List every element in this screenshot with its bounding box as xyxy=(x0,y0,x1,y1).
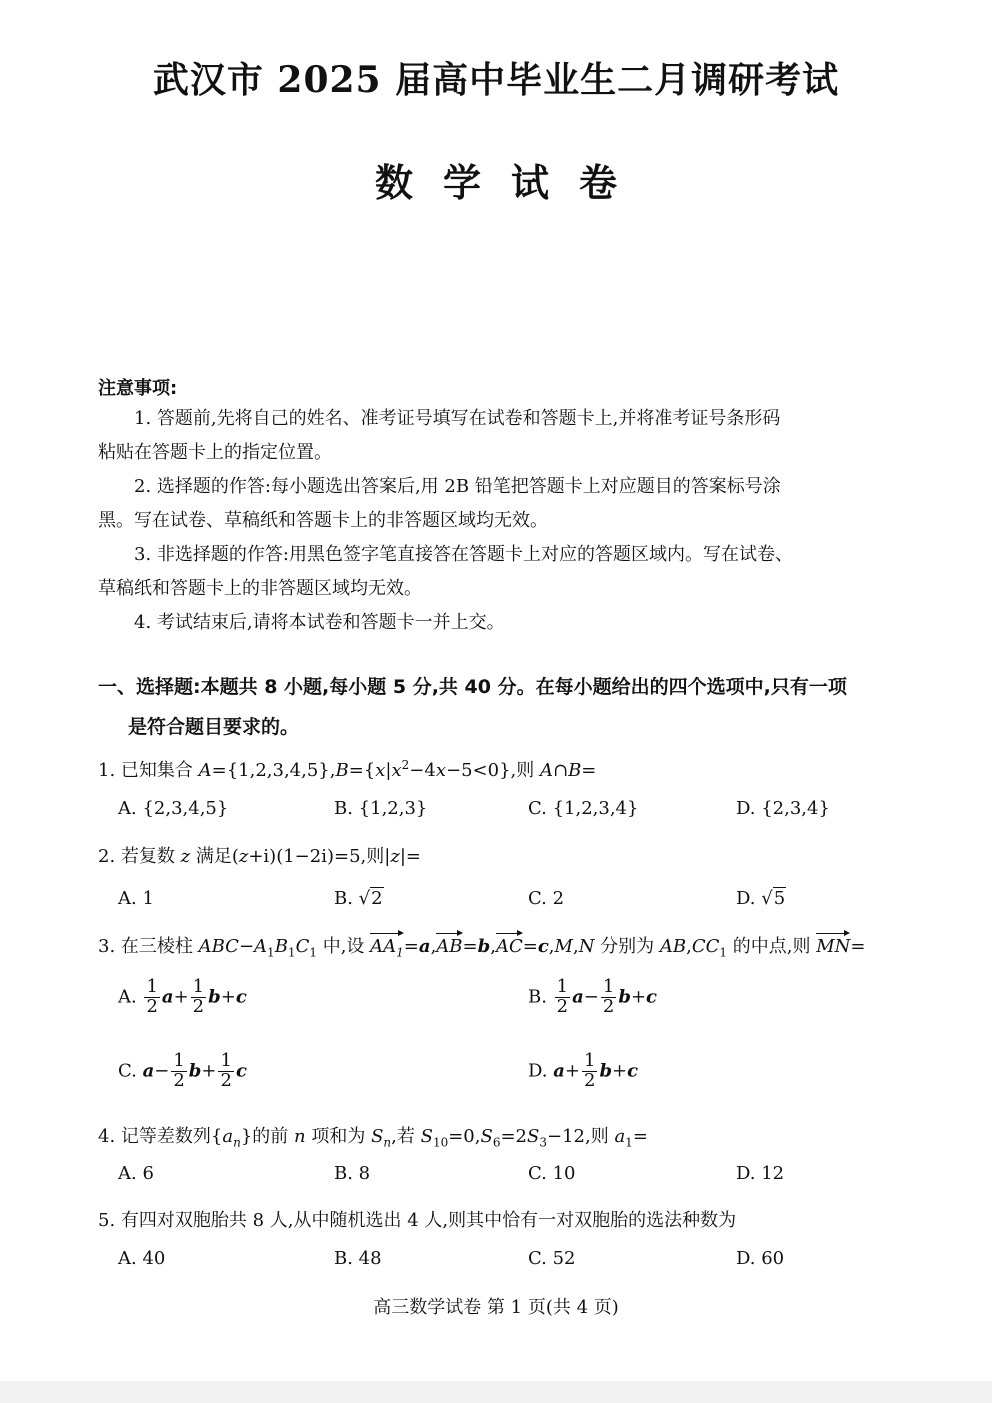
question-3-option-c: C. a− $\frac{1}{2}$ b+ $\frac{1}{2}$ c xyxy=(118,1050,247,1091)
section-heading-line-1: 一、选择题:本题共 8 小题,每小题 5 分,共 40 分。在每小题给出的四个选项中,只有一项 xyxy=(98,676,847,698)
notice-line-2: 粘贴在答题卡上的指定位置。 xyxy=(98,442,332,463)
page-bottom-edge xyxy=(0,1381,992,1403)
notice-line-7: 4. 考试结束后,请将本试卷和答题卡一并上交。 xyxy=(134,612,505,633)
question-4-option-b: B. 8 xyxy=(334,1163,371,1184)
page-footer: 高三数学试卷 第 1 页(共 4 页) xyxy=(373,1297,619,1318)
question-5-stem: 5. 有四对双胞胎共 8 人,从中随机选出 4 人,则其中恰有一对双胞胎的选法种数为 xyxy=(98,1210,737,1231)
notice-line-4: 黑。写在试卷、草稿纸和答题卡上的非答题区域均无效。 xyxy=(98,510,548,531)
question-4-stem: 4. 记等差数列$\{a_n\}$的前 n 项和为 $S_n$,若 $S_{10}=0,S_6=2S_3-12$,则 $a_1=$ xyxy=(98,1126,648,1150)
question-1-option-b: B. {1,2,3} xyxy=(334,798,428,819)
notice-line-1: 1. 答题前,先将自己的姓名、准考证号填写在试卷和答题卡上,并将准考证号条形码 xyxy=(134,408,781,429)
question-5-option-b: B. 48 xyxy=(334,1248,382,1269)
question-2-stem: 2. 若复数 z 满足(z+i)(1−2i)=5,则|z|= xyxy=(98,846,421,867)
question-1-option-c: C. {1,2,3,4} xyxy=(528,798,639,819)
question-3-option-d: D. a+ $\frac{1}{2}$ b+c xyxy=(528,1050,639,1091)
notice-line-3: 2. 选择题的作答:每小题选出答案后,用 2B 铅笔把答题卡上对应题目的答案标号涂 xyxy=(134,476,781,497)
notice-line-6: 草稿纸和答题卡上的非答题区域均无效。 xyxy=(98,578,422,599)
question-2-option-a: A. 1 xyxy=(118,888,154,909)
exam-title: 武汉市 2025 届高中毕业生二月调研考试 xyxy=(152,59,840,101)
question-2-option-b: B. √2 xyxy=(334,888,383,909)
question-5-option-d: D. 60 xyxy=(736,1248,785,1269)
question-4-option-c: C. 10 xyxy=(528,1163,576,1184)
question-3-option-a: A. $\frac{1}{2}$ a+ $\frac{1}{2}$ b+c xyxy=(118,976,247,1017)
question-5-option-c: C. 52 xyxy=(528,1248,576,1269)
question-1-option-d: D. {2,3,4} xyxy=(736,798,830,819)
notice-heading: 注意事项: xyxy=(98,378,178,399)
notice-line-5: 3. 非选择题的作答:用黑色签字笔直接答在答题卡上对应的答题区域内。写在试卷、 xyxy=(134,544,793,565)
exam-subject-title: 数学试卷 xyxy=(374,160,647,205)
question-3-option-b: B. $\frac{1}{2}$ a− $\frac{1}{2}$ b+c xyxy=(528,976,657,1017)
question-1-option-a: A. {2,3,4,5} xyxy=(118,798,229,819)
question-4-option-a: A. 6 xyxy=(118,1163,154,1184)
question-4-option-d: D. 12 xyxy=(736,1163,785,1184)
question-2-option-d: D. √5 xyxy=(736,888,786,909)
question-2-option-c: C. 2 xyxy=(528,888,565,909)
section-heading-line-2: 是符合题目要求的。 xyxy=(128,716,300,738)
question-1-stem: 1. 已知集合 $A=\{1,2,3,4,5\},B=\{x|x^2-4x-5<0\}$,则 A∩B= xyxy=(98,758,597,781)
question-5-option-a: A. 40 xyxy=(118,1248,166,1269)
question-3-stem: 3. 在三棱柱 $ABC-A_1B_1C_1$ 中,设 $AA_1=a,AB=b,AC=c,M,N$ 分别为 $AB,CC_1$ 的中点,则 MN= xyxy=(98,936,866,960)
